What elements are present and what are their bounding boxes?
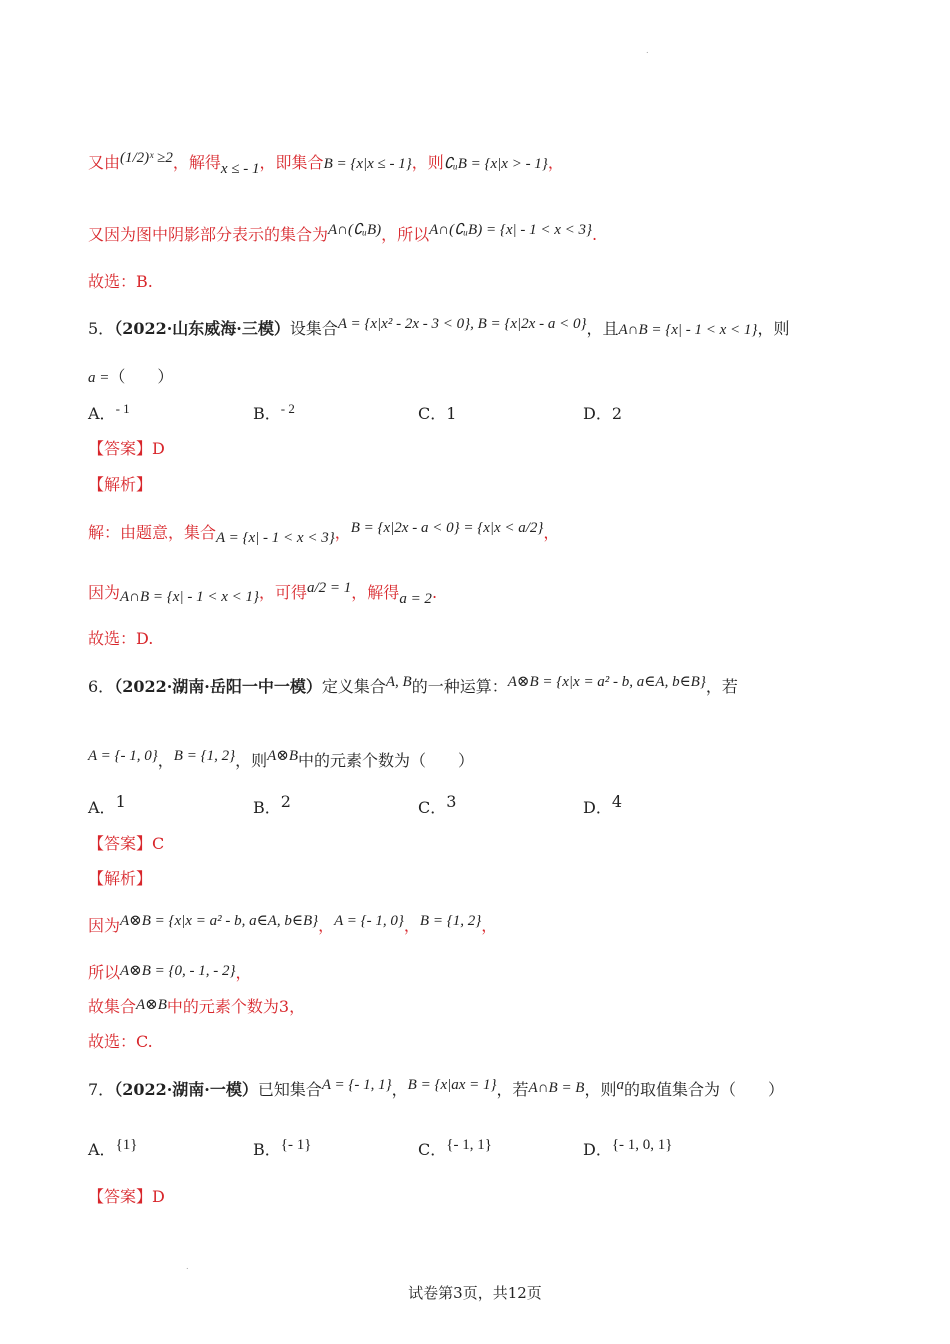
formula: B = {x|x ≤ - 1}: [323, 156, 412, 172]
option-value: {1}: [115, 1137, 138, 1153]
formula: A∩(∁ᵤB) = {x| - 1 < x < 3}: [429, 222, 593, 238]
formula: A = {- 1, 0}: [88, 748, 158, 764]
formula: B = {1, 2}: [173, 748, 236, 764]
option-letter: B．: [253, 404, 281, 423]
text: ，则: [584, 1080, 617, 1099]
text: ，若: [705, 677, 738, 696]
q5-stem: [88, 318, 789, 341]
text: 中的元素个数为（ ）: [298, 751, 475, 770]
option-letter: A．: [88, 1140, 116, 1159]
option-value: 1: [115, 792, 126, 811]
formula: A = {x| - 1 < x < 3}: [216, 530, 335, 546]
formula: a = 2: [399, 591, 432, 607]
prev-choice: 故选：B.: [88, 272, 153, 291]
q7-stem: [88, 1079, 784, 1102]
prev-solution-line1: [88, 152, 564, 175]
text: 故集合: [88, 997, 137, 1016]
text: ，所以: [381, 225, 430, 244]
option-value: - 1: [115, 401, 130, 416]
formula: A⊗B: [267, 748, 298, 764]
text: 又由: [88, 153, 121, 172]
option-letter: A．: [88, 798, 116, 817]
question-source: （2022·湖南·岳阳一中一模）: [114, 677, 322, 696]
q5-option-d: [583, 403, 622, 425]
q6-option-c: [418, 792, 457, 819]
q5-stem-cont: [88, 366, 173, 389]
question-number: 6．: [88, 677, 115, 696]
formula: B = {x|ax = 1}: [407, 1077, 497, 1093]
formula: A = {- 1, 1}: [321, 1077, 392, 1093]
text: ，则: [411, 153, 444, 172]
option-value: {- 1, 0, 1}: [611, 1137, 673, 1153]
formula: a =: [88, 370, 110, 386]
text: ，: [318, 916, 335, 935]
formula: B = {1, 2}: [419, 913, 482, 929]
text: ，: [547, 153, 564, 172]
option-letter: B．: [253, 1140, 281, 1159]
option-value: 3: [446, 792, 457, 811]
formula: A⊗B: [136, 997, 167, 1013]
option-value: 1: [446, 404, 457, 423]
q7-option-a: [88, 1139, 137, 1162]
formula: A, B: [385, 674, 412, 690]
option-value: {- 1}: [280, 1137, 312, 1153]
q5-solution-line1: [88, 522, 559, 545]
question-source: （2022·湖南·一模）: [114, 1080, 258, 1099]
text: 所以: [88, 963, 121, 982]
text: ，若: [496, 1080, 529, 1099]
formula: (1/2)ˣ ≥2: [120, 150, 173, 166]
formula: A∩B = {x| - 1 < x < 1}: [618, 322, 758, 338]
bottom-mark: .: [186, 1262, 189, 1271]
text: .: [431, 583, 438, 602]
formula: A = {- 1, 0}: [334, 913, 404, 929]
q7-answer: 【答案】D: [88, 1187, 165, 1206]
option-letter: D．: [583, 404, 612, 423]
text: ，可得: [258, 583, 307, 602]
formula: x ≤ - 1: [220, 161, 260, 177]
formula: A⊗B = {x|x = a² - b, a∈A, b∈B}: [507, 674, 706, 690]
q6-analysis-heading: 【解析】: [88, 869, 153, 888]
text: ，: [481, 916, 498, 935]
q6-stem-cont: [88, 750, 474, 773]
q5-choice: 故选：D.: [88, 629, 154, 648]
option-value: 2: [611, 404, 623, 423]
q6-answer: 【答案】C: [88, 834, 165, 853]
text: 因为: [88, 916, 121, 935]
option-letter: B．: [253, 798, 281, 817]
q6-solution-line1: [88, 915, 497, 938]
q6-option-b: [253, 792, 291, 819]
q7-option-d: [583, 1139, 673, 1162]
text: ，: [543, 523, 560, 542]
formula: B = {x|2x - a < 0} = {x|x < a/2}: [350, 520, 544, 536]
text: ，: [391, 1080, 408, 1099]
question-number: 5．: [88, 319, 115, 338]
text: ，解得: [172, 153, 221, 172]
formula: A∩B = {x| - 1 < x < 1}: [120, 589, 259, 605]
prev-solution-line2: [88, 224, 597, 247]
q5-analysis-heading: 【解析】: [88, 475, 153, 494]
q6-choice: 故选：C.: [88, 1032, 153, 1051]
option-letter: C．: [418, 1140, 447, 1159]
formula: a/2 = 1: [307, 580, 352, 596]
formula: a: [616, 1077, 624, 1093]
text: 已知集合: [257, 1080, 322, 1099]
option-value: 2: [280, 792, 291, 811]
q5-solution-line2: [88, 582, 437, 605]
q6-option-d: [583, 792, 623, 819]
text: 的取值集合为（ ）: [624, 1080, 785, 1099]
option-value: {- 1, 1}: [446, 1137, 492, 1153]
text: 因为: [88, 583, 121, 602]
q6-stem: [88, 676, 738, 699]
option-letter: C．: [418, 798, 447, 817]
q5-option-b: [253, 403, 295, 426]
text: 定义集合: [321, 677, 386, 696]
text: ，则: [757, 319, 790, 338]
question-source: （2022·山东威海·三模）: [114, 319, 290, 338]
text: 中的元素个数为3，: [166, 997, 306, 1016]
text: 又因为图中阴影部分表示的集合为: [88, 225, 329, 244]
text: .: [592, 225, 598, 244]
text: ，: [403, 916, 420, 935]
text: ，则: [235, 751, 268, 770]
option-letter: D．: [583, 1140, 612, 1159]
q5-option-c: [418, 403, 456, 425]
text: ，: [334, 523, 351, 542]
formula: A⊗B = {x|x = a² - b, a∈A, b∈B}: [120, 913, 319, 929]
text: ，且: [586, 319, 619, 338]
text: ，: [157, 751, 174, 770]
page-footer: 试卷第3页，共12页: [408, 1284, 542, 1302]
option-letter: C．: [418, 404, 447, 423]
formula: A∩(∁ᵤB): [328, 222, 382, 238]
q5-answer: 【答案】D: [88, 439, 165, 458]
formula: ∁ᵤB = {x|x > - 1}: [443, 156, 548, 172]
text: ，: [235, 963, 252, 982]
text: ，解得: [351, 583, 400, 602]
q6-solution-line2: [88, 962, 252, 985]
text: ，即集合: [259, 153, 324, 172]
text: 解：由题意，集合: [88, 523, 217, 542]
question-number: 7．: [88, 1080, 115, 1099]
option-letter: A．: [88, 404, 116, 423]
text: 的一种运算：: [411, 677, 508, 696]
option-value: 4: [611, 792, 623, 811]
q6-solution-line3: [88, 996, 305, 1019]
formula: A∩B = B: [528, 1080, 585, 1096]
header-mark: .: [646, 46, 649, 55]
text: 设集合: [289, 319, 338, 338]
q7-option-b: [253, 1139, 311, 1162]
formula: A = {x|x² - 2x - 3 < 0}, B = {x|2x - a < 0}: [337, 316, 587, 332]
q6-option-a: [88, 792, 126, 819]
option-value: - 2: [280, 401, 295, 416]
formula: A⊗B = {0, - 1, - 2}: [120, 963, 236, 979]
q5-option-a: [88, 403, 130, 426]
answer-blank: （ ）: [109, 367, 174, 386]
option-letter: D．: [583, 798, 612, 817]
q7-option-c: [418, 1139, 492, 1162]
